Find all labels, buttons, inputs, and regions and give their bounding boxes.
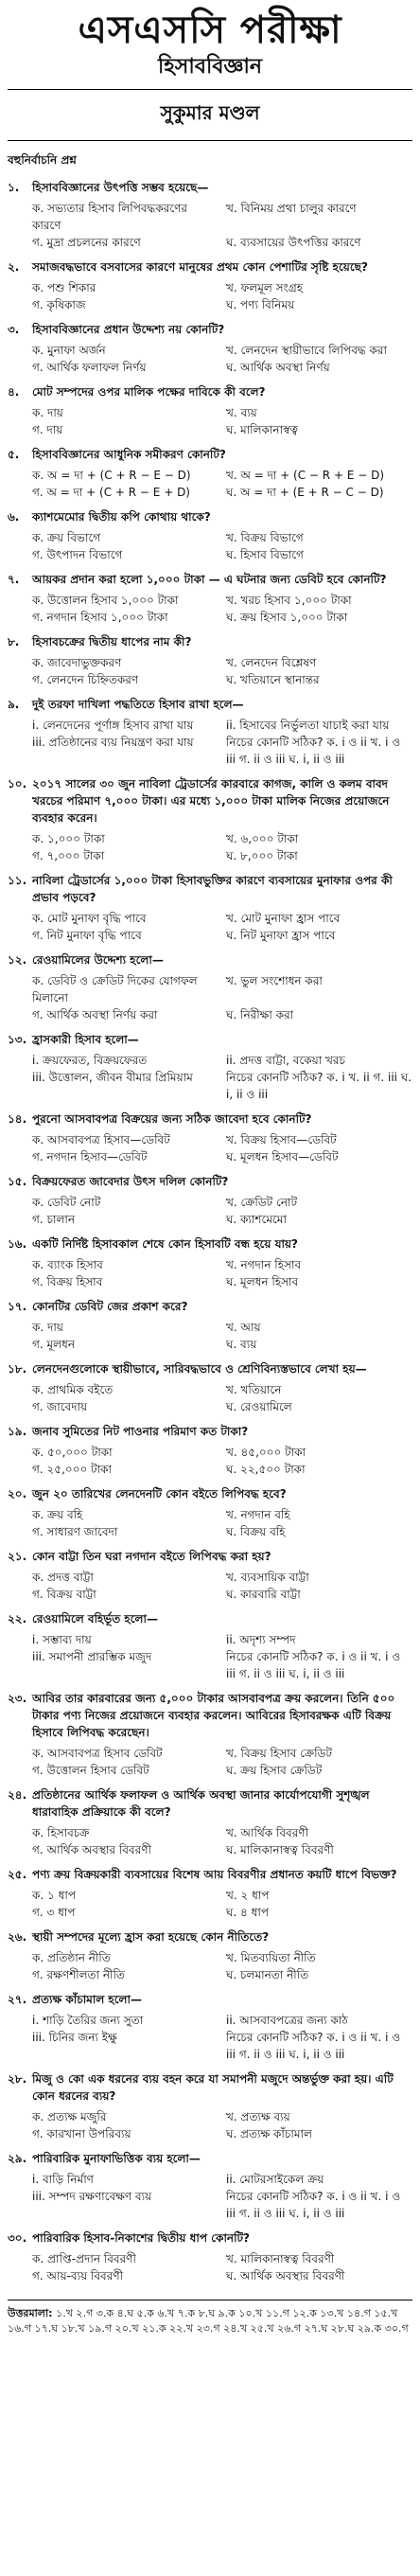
question-text: জনাব সুমিতের নিট পাওনার পরিমাণ কত টাকা? [32,1425,249,1438]
question-number: ১৩. [8,1033,27,1046]
content [0,141,420,2284]
options-grid [32,1319,412,1353]
option-item: গ. চালান [32,1213,76,1226]
option-item: গ. নিট মুনাফা বৃদ্ধি পাবে [32,929,142,942]
question-item [8,1485,412,1540]
option-item: ক. অ = দা + (C + R − E − D) [32,469,191,482]
question-text: লেনদেনগুলোকে স্থায়ীভাবে, সারিবদ্ধভাবে ও শ্রেণিবিন্যস্তভাবে লেখা হয়— [32,1362,367,1376]
question-text: আবির তার কারবারের জন্য ৫,০০০ টাকার আসবাবপত্র ক্রয় করলেন। তিনি ৫০০ টাকার পণ্য নিজের প্রয়োজনে ব্যবহার করলেন। আবিরের হিসাবরক্ষক এটি বিক্রয় হিসাবে লিপিবদ্ধ করেছেন। [32,1692,395,1739]
question-number: ৬. [8,510,20,524]
option-item: গ. আর্থিক ফলাফল নির্ণয় [32,361,147,374]
option-item: খ. ৪৫,০০০ টাকা [226,1446,306,1459]
section-title: বহুনির্বাচনি প্রশ্ন [8,153,77,167]
option-item: ঘ. আর্থিক অবস্থার বিবরণী [226,2269,345,2283]
question-number: ২৯. [8,2152,27,2165]
option-item: iii. সমাপনী প্রারম্ভিক মজুদ [32,1650,152,1663]
option-item: ক. সভ্যতার হিসাব লিপিবদ্ধকরণের কারণে [32,202,188,232]
question-text: পণ্য ক্রয় বিক্রয়কারী ব্যবসায়ের বিশেষ আয় বিবরণীর প্রধানত কয়টি ধাপে বিভক্ত? [32,1868,397,1881]
options-grid [32,2171,412,2222]
option-item: ক. ১,০০০ টাকা [32,832,105,845]
option-item: ক. প্রদত্ত বাট্টা [32,1571,94,1584]
option-item: ক. ব্যাংক হিসাব [32,1258,103,1271]
question-text: ২০১৭ সালের ৩০ জুন নাবিলা ট্রেডার্সের কারবারে কাগজ, কালি ও কলম বাবদ খরচের পরিমাণ ৭,০০০ টাকা। এর মধ্যে ১,০০০ টাকা মালিক নিজের প্রয়োজনে ব্যবহার করেন। [32,777,390,825]
option-item: গ. উৎপাদন বিভাগে [32,548,123,561]
question-body [32,696,412,768]
option-item: ঘ. ৮,০০০ টাকা [226,849,298,862]
question-item [8,1786,412,1858]
option-item: গ. ৭,০০০ টাকা [32,849,105,862]
question-text: মিজু ও কো এক ধরনের ব্যয় বহন করে যা সমাপনী মজুদে অন্তর্ভুক্ত করা হয়। এটি কোন ধরনের ব্যয়? [32,2072,394,2103]
question-body [32,1866,412,1921]
question-body [32,179,412,251]
option-item: গ. আর্থিক অবস্থা নির্ণয় করা [32,1008,158,1022]
question-number: ১০. [8,777,27,791]
question-body [32,1110,412,1165]
question-body [32,1173,412,1228]
question-body [32,633,412,688]
question-number: ৯. [8,698,20,711]
question-text: বিক্রয়ফেরত জাবেদার উৎস দলিল কোনটি? [32,1175,229,1188]
option-item: ii. হিসাবের নির্ভুলতা যাচাই করা যায় [226,719,390,732]
option-item: ঘ. ব্যবসায়ের উৎপত্তির কারণে [226,236,361,249]
option-item: খ. ৬,০০০ টাকা [226,832,299,845]
option-item: ক. দায় [32,406,63,419]
question-item [8,872,412,944]
question-number: ২৬. [8,1930,27,1944]
option-item: ঘ. মূলধন হিসাব [226,1275,299,1288]
option-item: ক. ক্রয় বহি [32,1508,83,1521]
option-item: গ. বিক্রয় বাট্টা [32,1588,96,1601]
option-item: ক. ডেবিট নোট [32,1196,101,1209]
options-grid [32,2012,412,2063]
question-body [32,1690,412,1779]
question-number: ২. [8,260,20,274]
option-item: ঘ. প্রত্যক্ষ কাঁচামাল [226,2127,312,2141]
options-grid [32,1887,412,1921]
question-text: কোন বাট্টা তিন ঘরা নগদান বইতে লিপিবদ্ধ করা হয়? [32,1550,271,1563]
options-grid [32,404,412,438]
option-item: ঘ. মালিকানাস্বত্ব বিবরণী [226,1843,334,1856]
question-number: ২২. [8,1612,27,1626]
option-item: খ. মিতব্যয়িতা নীতি [226,1951,316,1964]
option-item: খ. নগদান বহি [226,1508,290,1521]
options-grid [32,1381,412,1415]
question-text: প্রত্যক্ষ কাঁচামাল হলো— [32,1993,142,2006]
question-item [8,696,412,768]
option-item: ক. মোট মুনাফা বৃদ্ধি পাবে [32,912,147,925]
question-number: ৪. [8,385,20,399]
options-grid [32,2250,412,2284]
question-number: ৭. [8,573,20,586]
options-grid [32,1949,412,1983]
option-item: i. লেনদেনের পূর্ণাঙ্গ হিসাব রাখা যায় [32,719,194,732]
option-item: ক. ক্রয় বিভাগে [32,531,101,544]
question-number: ২৪. [8,1788,27,1802]
option-item: ক. প্রাথমিক বইতে [32,1383,114,1396]
question-body [32,383,412,438]
options-grid [32,200,412,251]
question-body [32,571,412,626]
question-item [8,1928,412,1983]
options-grid [32,972,412,1023]
question-item [8,1031,412,1103]
option-item: ক. মুনাফা অর্জন [32,344,106,357]
option-item: ক. আসবাবপত্র হিসাব ডেবিট [32,1747,163,1760]
option-item: iii. প্রতিষ্ঠানের ব্যয় নিয়ন্ত্রণ করা যায় [32,736,194,749]
question-text: পুরনো আসবাবপত্র বিক্রয়ের জন্য সঠিক জাবেদা হবে কোনটি? [32,1112,312,1126]
option-item: ক. উত্তোলন হিসাব ১,০০০ টাকা [32,594,179,607]
option-item: ঘ. ক্রয় হিসাব ক্রেডিট [226,1764,323,1777]
option-item: খ. বিনিময় প্রথা চালুর কারণে [226,202,357,215]
question-body [32,1610,412,1682]
option-item: গ. উত্তোলন হিসাব ডেবিট [32,1764,149,1777]
question-number: ৩০. [8,2231,27,2245]
question-body [32,446,412,501]
option-item: ঘ. হিসাব বিভাগে [226,548,304,561]
option-item: গ. কৃষিকাজ [32,298,86,311]
option-item: ঘ. পণ্য বিনিময় [226,298,295,311]
question-item [8,2070,412,2142]
options-grid [32,1256,412,1290]
options-grid [32,830,412,864]
options-grid [32,592,412,626]
option-item: গ. আয়-ব্যয় বিবরণী [32,2269,124,2283]
options-grid [32,910,412,944]
options-grid [32,654,412,688]
option-item: গ. অ = দা + (C + R − E + D) [32,486,190,499]
option-item: ক. ডেবিট ও ক্রেডিট দিকের যোগফল মিলানো [32,974,198,1004]
question-body [32,321,412,376]
option-item: ঘ. কারবারি বাট্টা [226,1588,301,1601]
options-grid [32,1631,412,1682]
option-item: iii. সম্পদ রক্ষণাবেক্ষণ ব্যয় [32,2190,152,2203]
question-item [8,2150,412,2222]
option-item: ঘ. ক্যাশমেমো [226,1213,287,1226]
question-body [32,1991,412,2063]
option-item: ক. প্রতিষ্ঠান নীতি [32,1951,111,1964]
question-text: হিসাববিজ্ঞানের আধুনিক সমীকরণ কোনটি? [32,448,226,461]
question-number: ১২. [8,953,27,967]
question-body [32,1928,412,1983]
option-item: i. সম্ভাব্য দায় [32,1633,92,1646]
author-name: সুকুমার মণ্ডল [160,101,260,124]
page-title: এসএসসি পরীক্ষা [78,8,342,52]
option-item: ii. আসবাবপত্রের জন্য কাঠ [226,2014,348,2027]
option-item: গ. নগদান হিসাব ১,০০০ টাকা [32,611,168,624]
question-text: একটি নির্দিষ্ট হিসাবকাল শেষে কোন হিসাবটি বন্ধ হয়ে যায়? [32,1237,298,1251]
question-body [32,951,412,1023]
options-grid [32,717,412,768]
option-item: ক. দায় [32,1321,63,1334]
answer-key-label: উত্তরমালা: [8,2307,53,2319]
question-text: হিসাবচক্রের দ্বিতীয় ধাপের নাম কী? [32,635,192,648]
option-item: i. বাড়ি নির্মাণ [32,2173,94,2186]
question-body [32,1031,412,1103]
option-item: খ. বিক্রয় বিভাগে [226,531,304,544]
question-body [32,508,412,563]
option-item: ক. প্রাপ্তি-প্রদান বিবরণী [32,2252,136,2265]
question-body [32,1423,412,1478]
option-item: ক. পশু শিকার [32,281,96,294]
option-item: খ. বিক্রয় হিসাব ক্রেডিট [226,1747,332,1760]
question-item [8,1110,412,1165]
question-number: ১১. [8,874,27,887]
question-number: ১৪. [8,1112,27,1126]
option-item: ঘ. আর্থিক অবস্থা নির্ণয় [226,361,330,374]
option-item: গ. মূলধন [32,1338,75,1351]
question-item [8,508,412,563]
options-grid [32,342,412,376]
option-item: গ. মুদ্রা প্রচলনের কারণে [32,236,141,249]
option-item: ঘ. ব্যয় [226,1338,257,1351]
option-item: গ. বিক্রয় হিসাব [32,1275,103,1288]
options-grid [32,529,412,563]
question-text: কোনটির ডেবিট জের প্রকাশ করে? [32,1300,188,1313]
option-item: গ. কারখানা উপরিব্যয় [32,2127,131,2141]
question-number: ১. [8,181,20,194]
option-item: গ. জাবেদায় [32,1400,88,1413]
option-item: খ. বিক্রয় হিসাব—ডেবিট [226,1133,337,1146]
question-number: ১৬. [8,1237,27,1251]
question-item [8,258,412,313]
options-grid [32,467,412,501]
option-item: খ. খতিয়ানে [226,1383,282,1396]
option-item: খ. আর্থিক বিবরণী [226,1826,309,1839]
question-item [8,383,412,438]
option-item: ক. হিসাবচক্র [32,1826,90,1839]
options-grid [32,1052,412,1103]
question-text: পারিবারিক মুনাফাভিত্তিক ব্যয় হলো— [32,2152,201,2165]
question-body [32,1548,412,1603]
option-item: গ. সাধারণ জাবেদা [32,1525,118,1538]
question-text: ক্যাশমেমোর দ্বিতীয় কপি কোথায় থাকে? [32,510,211,524]
option-item: ঘ. বিক্রয় বহি [226,1525,286,1538]
option-item: ঘ. রেওয়ামিলে [226,1400,292,1413]
option-item: iii. চিনির জন্য ইক্ষু [32,2031,117,2044]
question-body [32,2150,412,2222]
option-item: ঘ. চলমানতা নীতি [226,1968,309,1981]
question-body [32,1360,412,1415]
option-item: নিচের কোনটি সঠিক? ক. i ও ii খ. i ও iii গ. ii ও iii ঘ. i, ii ও iii [226,2031,401,2061]
question-item [8,633,412,688]
option-item: গ. দায় [32,423,63,436]
option-item: ক. জাবেদাভুক্তকরণ [32,656,122,669]
option-item: গ. রক্ষণশীলতা নীতি [32,1968,125,1981]
question-body [32,1485,412,1540]
options-grid [32,1131,412,1165]
option-item: খ. খরচ হিসাব ১,০০০ টাকা [226,594,352,607]
question-text: রেওয়ামিলের উদ্দেশ্য হলো— [32,953,164,967]
question-number: ২৮. [8,2072,27,2086]
question-text: দুই তরফা দাখিলা পদ্ধতিতে হিসাব রাখা হলে— [32,698,244,711]
question-number: ১৮. [8,1362,27,1376]
question-body [32,1786,412,1858]
option-item: ক. প্রত্যক্ষ মজুরি [32,2110,107,2123]
option-item: নিচের কোনটি সঠিক? ক. i ও ii খ. i ও iii গ. ii ও iii ঘ. i, ii ও iii [226,736,401,766]
option-item: খ. নগদান হিসাব [226,1258,302,1271]
question-item [8,951,412,1023]
answer-key [8,2300,412,2336]
question-text: জুন ২০ তারিখের লেনদেনটি কোন বইতে লিপিবদ্ধ হবে? [32,1487,287,1501]
option-item: গ. ২৫,০০০ টাকা [32,1463,113,1476]
question-item [8,1173,412,1228]
option-item: খ. মোট মুনাফা হ্রাস পাবে [226,912,341,925]
option-item: i. ক্রয়ফেরত, বিক্রয়ফেরত [32,1054,148,1067]
header [0,0,420,80]
question-body [32,775,412,864]
question-body [32,1298,412,1353]
question-number: ৩. [8,323,20,336]
question-number: ২৩. [8,1692,27,1705]
options-grid [32,1569,412,1603]
question-body [32,872,412,944]
option-item: খ. অ = দা + (C − R + E − D) [226,469,385,482]
option-item: খ. ২ ধাপ [226,1889,270,1902]
question-item [8,1235,412,1290]
question-number: ২৭. [8,1993,27,2006]
option-item: খ. ব্যবসায়িক বাট্টা [226,1571,309,1584]
question-item [8,1423,412,1478]
option-item: খ. লেনদেন স্থায়ীভাবে লিপিবদ্ধ করা [226,344,387,357]
option-item: ক. ১ ধাপ [32,1889,76,1902]
option-item: ii. অদৃশ্য সম্পদ [226,1633,296,1646]
question-item [8,571,412,626]
option-item: ঘ. নিরীক্ষা করা [226,1008,294,1022]
question-item [8,1610,412,1682]
options-grid [32,2108,412,2142]
question-body [32,258,412,313]
question-text: হ্রাসকারী হিসাব হলো— [32,1033,139,1046]
option-item: খ. ফলমূল সংগ্রহ [226,281,304,294]
question-number: ২০. [8,1487,27,1501]
option-item: গ. লেনদেন চিহ্নিতকরণ [32,673,139,686]
option-item: ঘ. মালিকানাস্বত্ব [226,423,298,436]
question-item [8,446,412,501]
question-body [32,2230,412,2284]
option-item: খ. প্রত্যক্ষ ব্যয় [226,2110,290,2123]
question-item [8,1690,412,1779]
page-subtitle: হিসাববিজ্ঞান [157,54,263,79]
option-item: নিচের কোনটি সঠিক? ক. i ও ii খ. i ও iii গ. ii ও iii ঘ. i, ii ও iii [226,1650,401,1680]
option-item: ঘ. মূলধন হিসাব—ডেবিট [226,1150,339,1164]
option-item: ঘ. অ = দা + (E + R − C − D) [226,486,384,499]
options-grid [32,1444,412,1478]
question-text: মোট সম্পদের ওপর মালিক পক্ষের দাবিকে কী বলে? [32,385,266,399]
option-item: ii. প্রদত্ত বাট্টা, বকেয়া খরচ [226,1054,346,1067]
question-text: রেওয়ামিলে বহির্ভূত হলো— [32,1612,158,1626]
option-item: নিচের কোনটি সঠিক? ক. i খ. ii গ. iii ঘ. i, ii ও iii [226,1071,412,1101]
option-item: নিচের কোনটি সঠিক? ক. i ও ii খ. i ও iii গ. ii ও iii ঘ. i, ii ও iii [226,2190,401,2220]
question-body [32,1235,412,1290]
options-grid [32,1745,412,1779]
option-item: i. শাড়ি তৈরির জন্য সুতা [32,2014,144,2027]
option-item: iii. উত্তোলন, জীবন বীমার প্রিমিয়াম [32,1071,193,1084]
question-text: আয়কর প্রদান করা হলো ১,০০০ টাকা — এ ঘটনার জন্য ডেবিট হবে কোনটি? [32,573,387,586]
question-number: ২৫. [8,1868,27,1881]
question-item [8,1866,412,1921]
question-text: স্থায়ী সম্পদের মূল্যে হ্রাস করা হয়েছে কোন নীতিতে? [32,1930,270,1944]
option-item: খ. লেনদেন বিশ্লেষণ [226,656,317,669]
option-item: গ. ৩ ধাপ [32,1906,76,1919]
question-item [8,1548,412,1603]
option-item: ঘ. ৪ ধাপ [226,1906,269,1919]
question-list [8,179,412,2284]
question-text: হিসাববিজ্ঞানের উৎপত্তি সম্ভব হয়েছে— [32,181,209,194]
answer-key-text: ১.খ ২.গ ৩.ক ৪.ঘ ৫.ক ৬.খ ৭.ক ৮.ঘ ৯.ক ১০.খ ১১.গ ১২.ক ১৩.খ ১৪.গ ১৫.খ ১৬.গ ১৭.ঘ ১৮.খ ১৯.গ ২০.খ ২১.ক ২২.খ ২৩.গ ২৪.খ ২৫.খ ২৬.গ ২৭.ঘ ২৮.ঘ ২৯.ক ৩০.গ [8,2307,409,2335]
author-line [8,89,412,141]
option-item: ঘ. ২২,৫০০ টাকা [226,1463,306,1476]
option-item: ঘ. ক্রয় হিসাব ১,০০০ টাকা [226,611,348,624]
question-item [8,1991,412,2063]
option-item: ক. আসবাবপত্র হিসাব—ডেবিট [32,1133,170,1146]
option-item: খ. মালিকানাস্বত্ব বিবরণী [226,2252,335,2265]
question-item [8,321,412,376]
question-number: ৮. [8,635,20,648]
question-text: হিসাববিজ্ঞানের প্রধান উদ্দেশ্য নয় কোনটি? [32,323,225,336]
question-item [8,775,412,864]
question-text: নাবিলা ট্রেডার্সের ১,০০০ টাকা হিসাবভুক্তির কারণে ব্যবসায়ের মুনাফার ওপর কী প্রভাব পড়বে? [32,874,393,904]
question-text: পারিবারিক হিসাব-নিকাশের দ্বিতীয় ধাপ কোনটি? [32,2231,251,2245]
question-item [8,179,412,251]
question-number: ১৫. [8,1175,27,1188]
options-grid [32,1824,412,1858]
question-item [8,1360,412,1415]
option-item: ঘ. খতিয়ানে স্থানান্তর [226,673,320,686]
option-item: খ. ক্রেডিট নোট [226,1196,298,1209]
option-item: গ. নগদান হিসাব—ডেবিট [32,1150,148,1164]
options-grid [32,279,412,313]
options-grid [32,1194,412,1228]
option-item: ঘ. নিট মুনাফা হ্রাস পাবে [226,929,336,942]
option-item: গ. আর্থিক অবস্থার বিবরণী [32,1843,151,1856]
question-item [8,1298,412,1353]
options-grid [32,1506,412,1540]
option-item: ii. মোটরসাইকেল ক্রয় [226,2173,324,2186]
option-item: খ. ব্যয় [226,406,257,419]
question-number: ২১. [8,1550,27,1563]
question-number: ৫. [8,448,20,461]
option-item: খ. ভুল সংশোধন করা [226,974,323,987]
question-number: ১৯. [8,1425,27,1438]
option-item: খ. আয় [226,1321,261,1334]
option-item: ক. ৫০,০০০ টাকা [32,1446,113,1459]
question-text: সমাজবদ্ধভাবে বসবাসের কারণে মানুষের প্রথম কোন পেশাটির সৃষ্টি হয়েছে? [32,260,368,274]
question-number: ১৭. [8,1300,27,1313]
question-text: প্রতিষ্ঠানের আর্থিক ফলাফল ও আর্থিক অবস্থা জানার কার্যোপযোগী সুশৃঙ্খল ধারাবাহিক প্রক্রিয়াকে কী বলে? [32,1788,370,1819]
question-item [8,2230,412,2284]
question-body [32,2070,412,2142]
